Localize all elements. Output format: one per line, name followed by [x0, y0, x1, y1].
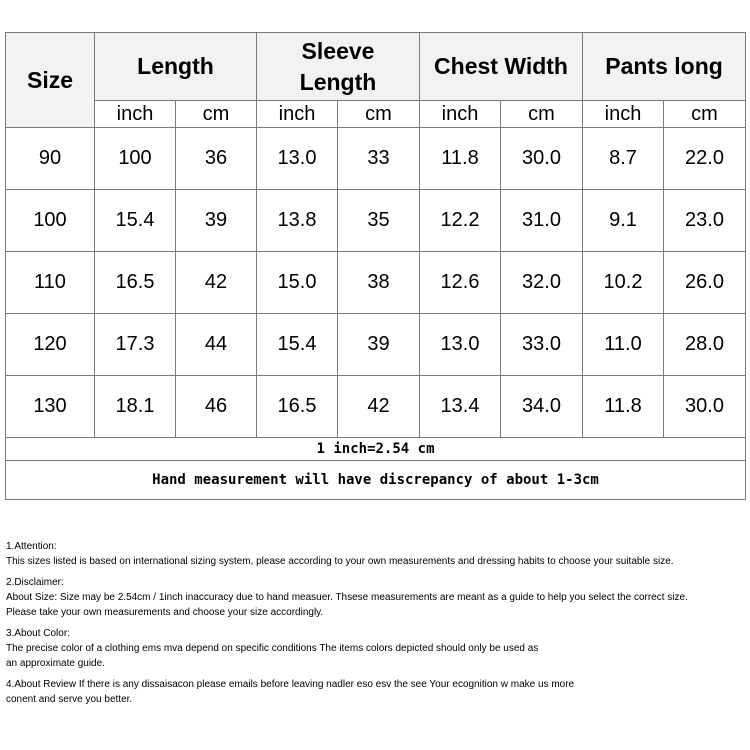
- length-header: Length: [95, 33, 257, 101]
- table-cell: 90: [6, 128, 95, 190]
- table-cell: 16.5: [257, 376, 338, 438]
- table-cell: 46: [176, 376, 257, 438]
- table-cell: 11.0: [583, 314, 664, 376]
- pants-inch-unit: inch: [583, 101, 664, 128]
- note-line: conent and serve you better.: [6, 694, 133, 705]
- table-cell: 16.5: [95, 252, 176, 314]
- table-cell: 10.2: [583, 252, 664, 314]
- note-line: The precise color of a clothing ems mva depend on specific conditions The items colors depicted should only be used as: [6, 643, 539, 654]
- sleeve-header-line1: Sleeve: [301, 37, 375, 64]
- table-cell: 120: [6, 314, 95, 376]
- table-cell: 28.0: [664, 314, 746, 376]
- table-cell: 8.7: [583, 128, 664, 190]
- table-cell: 130: [6, 376, 95, 438]
- table-row: [6, 252, 746, 314]
- table-cell: 33.0: [501, 314, 583, 376]
- conversion-note: 1 inch=2.54 cm: [6, 438, 746, 461]
- note-line: About Size: Size may be 2.54cm / 1inch inaccuracy due to hand measuer. Thsese measurements are meant as a guide to help you select the correct size.: [6, 592, 688, 603]
- table-cell: 100: [95, 128, 176, 190]
- table-cell: 110: [6, 252, 95, 314]
- chest-width-header: Chest Width: [420, 33, 583, 101]
- table-cell: 15.4: [257, 314, 338, 376]
- table-cell: 15.4: [95, 190, 176, 252]
- table-cell: 23.0: [664, 190, 746, 252]
- note-line: This sizes listed is based on international sizing system, please according to your own measurements and dressing habits to choose your suitable size.: [6, 556, 674, 567]
- table-cell: 15.0: [257, 252, 338, 314]
- pants-long-header: Pants long: [583, 33, 746, 101]
- review-note: [6, 677, 746, 707]
- disclaimer-note: [6, 575, 746, 620]
- table-cell: 13.4: [420, 376, 501, 438]
- table-row: [6, 128, 746, 190]
- notes-section: [6, 539, 746, 713]
- table-cell: 36: [176, 128, 257, 190]
- sleeve-inch-unit: inch: [257, 101, 338, 128]
- table-cell: 17.3: [95, 314, 176, 376]
- table-cell: 26.0: [664, 252, 746, 314]
- table-row: [6, 376, 746, 438]
- table-cell: 11.8: [420, 128, 501, 190]
- header-row: [6, 33, 746, 101]
- table-cell: 9.1: [583, 190, 664, 252]
- sleeve-length-header: [257, 33, 420, 101]
- table-cell: 11.8: [583, 376, 664, 438]
- unit-row: [6, 101, 746, 128]
- chest-cm-unit: cm: [501, 101, 583, 128]
- pants-cm-unit: cm: [664, 101, 746, 128]
- note-title: 1.Attention:: [6, 541, 57, 552]
- note-title: 2.Disclaimer:: [6, 577, 64, 588]
- conversion-note-row: [6, 438, 746, 461]
- note-title: 3.About Color:: [6, 628, 70, 639]
- table-cell: 32.0: [501, 252, 583, 314]
- table-cell: 18.1: [95, 376, 176, 438]
- table-cell: 35: [338, 190, 420, 252]
- table-cell: 13.0: [257, 128, 338, 190]
- size-header: Size: [6, 33, 95, 128]
- table-cell: 39: [176, 190, 257, 252]
- table-cell: 100: [6, 190, 95, 252]
- table-cell: 31.0: [501, 190, 583, 252]
- table-cell: 38: [338, 252, 420, 314]
- table-row: [6, 314, 746, 376]
- measurement-note-row: [6, 461, 746, 500]
- length-cm-unit: cm: [176, 101, 257, 128]
- table-cell: 42: [176, 252, 257, 314]
- table-cell: 39: [338, 314, 420, 376]
- attention-note: [6, 539, 746, 569]
- size-chart-table: [5, 32, 746, 500]
- measurement-note: Hand measurement will have discrepancy of about 1-3cm: [6, 461, 746, 500]
- table-cell: 12.2: [420, 190, 501, 252]
- length-inch-unit: inch: [95, 101, 176, 128]
- table-row: [6, 190, 746, 252]
- chest-inch-unit: inch: [420, 101, 501, 128]
- table-cell: 33: [338, 128, 420, 190]
- table-cell: 42: [338, 376, 420, 438]
- table-cell: 44: [176, 314, 257, 376]
- table-cell: 30.0: [501, 128, 583, 190]
- note-line: an approximate guide.: [6, 658, 105, 669]
- note-title: 4.About Review If there is any dissaisacon please emails before leaving nadler eso esv the see Your ecognition w make us more: [6, 679, 575, 690]
- table-cell: 13.8: [257, 190, 338, 252]
- table-cell: 30.0: [664, 376, 746, 438]
- table-cell: 22.0: [664, 128, 746, 190]
- table-cell: 13.0: [420, 314, 501, 376]
- color-note: [6, 626, 746, 671]
- table-cell: 34.0: [501, 376, 583, 438]
- table-cell: 12.6: [420, 252, 501, 314]
- note-line: Please take your own measurements and choose your size accordingly.: [6, 607, 324, 618]
- sleeve-cm-unit: cm: [338, 101, 420, 128]
- sleeve-header-line2: Length: [299, 68, 377, 95]
